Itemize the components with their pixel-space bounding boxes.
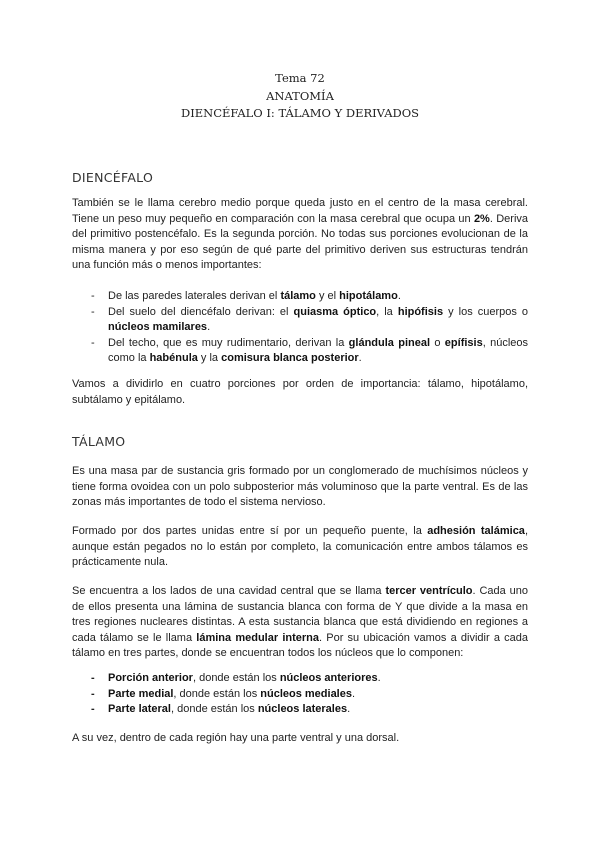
document-title: DIENCÉFALO I: TÁLAMO Y DERIVADOS bbox=[180, 106, 420, 120]
derivatives-list bbox=[72, 289, 528, 367]
closing-paragraph-block bbox=[72, 731, 528, 747]
portions-paragraph: Vamos a dividirlo en cuatro porciones por orden de importancia: tálamo, hipotálamo, subtálamo y epitálamo. bbox=[72, 378, 528, 406]
section-body-diencefalo bbox=[72, 196, 528, 274]
list-item: - Parte medial, donde están los núcleos mediales. bbox=[72, 687, 528, 703]
talamo-paragraph-2: Formado por dos partes unidas entre sí por un pequeño puente, la adhesión talámica, aunque están pegados no lo están por completo, la comunicación entre ambos tálamos es prácticamente nula. bbox=[72, 525, 528, 568]
talamo-paragraph-1-block bbox=[72, 464, 528, 511]
thalamus-parts-list bbox=[72, 671, 528, 718]
talamo-paragraph-2-block bbox=[72, 524, 528, 571]
list-item: - Porción anterior, donde están los núcleos anteriores. bbox=[72, 671, 528, 687]
subject-title: ANATOMÍA bbox=[266, 88, 334, 103]
derivatives-list-block bbox=[72, 289, 528, 367]
closing-paragraph: A su vez, dentro de cada región hay una parte ventral y una dorsal. bbox=[72, 732, 400, 744]
talamo-paragraph-3-block bbox=[72, 584, 528, 662]
section-heading-talamo: TÁLAMO bbox=[72, 434, 126, 449]
list-item: - Del techo, que es muy rudimentario, derivan la glándula pineal o epífisis, núcleos como la habénula y la comisura blanca posterior. bbox=[72, 336, 528, 367]
topic-number: Tema 72 bbox=[275, 71, 325, 85]
portions-paragraph-block bbox=[72, 377, 528, 408]
talamo-paragraph-1: Es una masa par de sustancia gris formado por un conglomerado de muchísimos núcleos y tiene forma ovoidea con un polo subposterior más voluminoso que la parte ventral. Es de las zonas más importantes de todo el sistema nervioso. bbox=[72, 465, 528, 508]
list-item: - Parte lateral, donde están los núcleos laterales. bbox=[72, 702, 528, 718]
document-header bbox=[0, 70, 600, 123]
list-item: - De las paredes laterales derivan el tálamo y el hipotálamo. bbox=[72, 289, 528, 305]
intro-paragraph: También se le llama cerebro medio porque queda justo en el centro de la masa cerebral. Tiene un peso muy pequeño en comparación con la masa cerebral que ocupa un 2%. Deriva del primitivo postencéfalo. Es la segunda porción. No todas sus porciones evolucionan de la misma manera y por eso según de qué parte del primitivo deriven sus estructuras tendrán una función más o menos importantes: bbox=[72, 197, 529, 271]
list-item: - Del suelo del diencéfalo derivan: el quiasma óptico, la hipófisis y los cuerpos o núcleos mamilares. bbox=[72, 305, 528, 336]
thalamus-parts-list-block bbox=[72, 671, 528, 718]
section-heading-diencefalo: DIENCÉFALO bbox=[72, 170, 154, 185]
talamo-paragraph-3: Se encuentra a los lados de una cavidad central que se llama tercer ventrículo. Cada uno de ellos presenta una lámina de sustancia blanca con forma de Y que divide a la masa en tres regiones nucleares distintas. A esta sustancia blanca que está dividiendo en regiones a cada tálamo se le llama lámina medular interna. Por su ubicación vamos a dividir a cada tálamo en tres partes, donde se encuentran todos los núcleos que lo componen: bbox=[72, 585, 529, 659]
